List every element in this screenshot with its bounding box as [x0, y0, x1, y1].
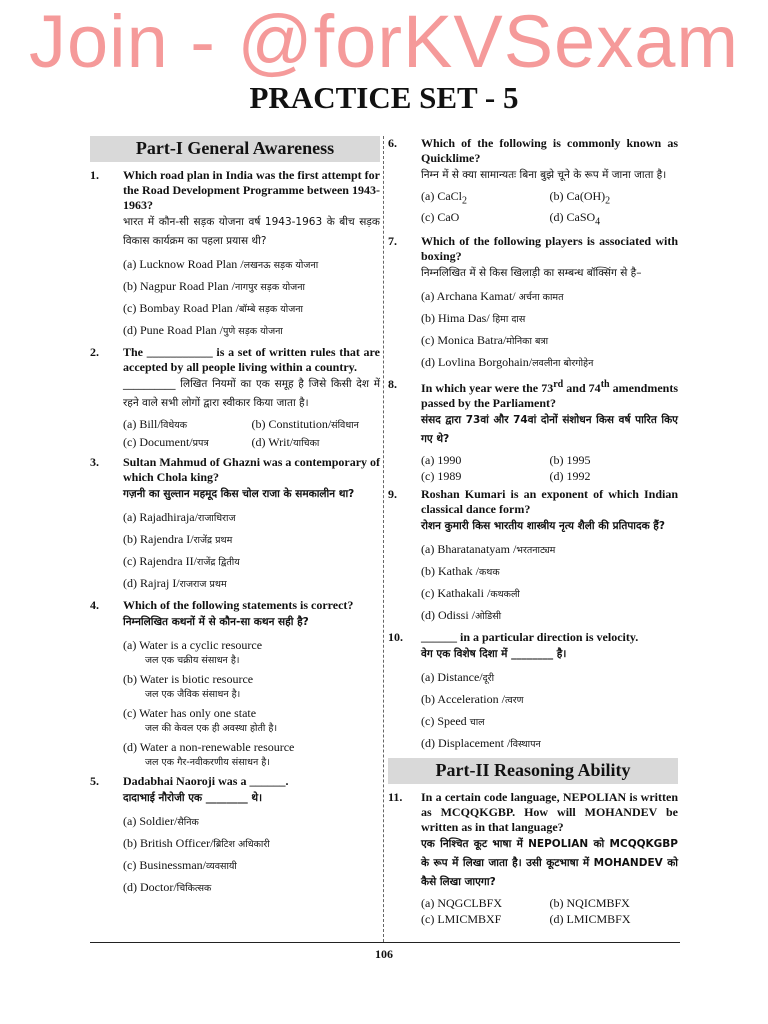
option-label-hi: सैनिक [177, 817, 199, 828]
question-text-en: Sultan Mahmud of Ghazni was a contemporary of which Chola king? [123, 455, 381, 484]
question-text-en: Which of the following statements is correct? [123, 598, 354, 612]
option-label-hi: लवलीना बोरगोहेन [532, 357, 594, 369]
question-text-hi: __________ लिखित नियमों का एक समूह है जिसे किसी देश में रहने वाले सभी लोगों द्वारा स्वीकार किया जाता है। [123, 378, 380, 409]
option-label-hi: त्वरण [504, 694, 524, 706]
option-a [421, 667, 678, 689]
option-label: (b) British Officer/ [123, 836, 214, 850]
option-a [421, 539, 678, 561]
options-grid [123, 416, 380, 452]
part1-header: Part-I General Awareness [90, 136, 380, 162]
option-label: (a) CaCl [421, 189, 462, 203]
question-9 [388, 487, 678, 627]
option-label: (a) Distance/ [421, 669, 483, 684]
option-c [123, 298, 380, 320]
option-c [421, 583, 678, 605]
question-text-en: ______ in a particular direction is velocity. [421, 629, 639, 644]
question-10 [388, 630, 678, 755]
part2-header: Part-II Reasoning Ability [388, 758, 678, 784]
question-text-en: In a certain code language, NEPOLIAN is written as MCQQKGBP. How will MOHANDEV be written as in that language? [421, 789, 678, 834]
question-text-part: and 74 [563, 380, 601, 395]
question-3 [90, 455, 380, 595]
question-text-hi: वेग एक विशेष दिशा में ________ है। [421, 647, 567, 660]
option-label: (d) Displacement / [421, 735, 511, 750]
subscript: 2 [605, 195, 611, 207]
option-a: (a) NQGCLBFX [421, 895, 502, 910]
option-c [421, 330, 678, 352]
option-label: (d) CaSO [549, 210, 596, 225]
option-label: (d) Pune Road Plan / [123, 323, 223, 337]
question-text-hi: एक निश्चित कूट भाषा में NEPOLIAN को MCQQKGBP के रूप में लिखा जाता है। उसी कूटभाषा में MOHANDEV को कैसे लिखा जाएगा? [421, 837, 678, 888]
options-grid [421, 895, 678, 927]
option-label-hi: लखनऊ सड़क योजना [243, 260, 319, 271]
option-b [123, 833, 380, 855]
option-b [252, 416, 381, 434]
option-label: (b) Hima Das/ [421, 310, 493, 325]
options-grid [421, 452, 678, 484]
question-text-hi: संसद द्वारा 73वां और 74वां दोनों संशोधन किस वर्ष पारित किए गए थे? [421, 413, 678, 445]
question-text-hi: निम्नलिखित में से किस खिलाड़ी का सम्बन्ध बॉक्सिंग से है– [421, 266, 642, 279]
option-b [123, 276, 380, 298]
option-label: (d) Lovlina Borgohain/ [421, 354, 533, 369]
option-label-hi: राजाधिराज [197, 513, 236, 524]
option-label: (b) Ca(OH) [549, 189, 606, 203]
option-label: (d) Odissi / [421, 607, 475, 622]
option-label-hi: विधेयक [160, 420, 188, 431]
option-label-hi: चाल [469, 716, 485, 728]
option-label: (b) Kathak / [421, 563, 479, 578]
option-label-hi: पुणे सड़क योजना [223, 326, 283, 337]
option-b: (b) 1995 [549, 452, 591, 467]
question-number: 1. [90, 168, 99, 182]
question-text-en: Which of the following players is associated with boxing? [421, 233, 678, 263]
question-number: 2. [90, 345, 99, 359]
option-c-hi: जल की केवल एक ही अवस्था होती है। [145, 723, 278, 734]
option-b [421, 561, 678, 583]
option-label-hi: बॉम्बे सड़क योजना [238, 304, 303, 315]
question-number: 4. [90, 598, 99, 612]
option-label: (a) Water is a cyclic resource [123, 638, 263, 652]
option-label-hi: ब्रिटिश अधिकारी [213, 839, 270, 850]
option-c [123, 551, 380, 573]
option-label: (c) Kathakali / [421, 585, 491, 600]
question-number: 8. [388, 376, 397, 391]
option-label: (a) Soldier/ [123, 814, 178, 828]
question-text-hi: भारत में कौन-सी सड़क योजना वर्ष 1943-1963 के बीच सड़क विकास कार्यक्रम का पहला प्रयास थी? [123, 216, 380, 247]
option-label-hi: नागपुर सड़क योजना [234, 282, 305, 293]
question-text-en: Which of the following is commonly known as Quicklime? [421, 136, 678, 165]
option-label-hi: कथकली [490, 588, 520, 600]
option-c [123, 434, 252, 452]
question-text-hi: निम्नलिखित कथनों में से कौन-सा कथन सही है? [123, 616, 309, 628]
question-number: 11. [388, 789, 403, 804]
option-label: (a) Archana Kamat/ [421, 288, 519, 303]
option-label-hi: मोनिका बत्रा [506, 335, 549, 347]
column-divider [383, 136, 385, 942]
option-label: (b) Water is biotic resource [123, 672, 254, 686]
option-label: (d) Water a non-renewable resource [123, 740, 295, 754]
option-label-hi: याचिका [293, 438, 320, 449]
question-text-en: Dadabhai Naoroji was a ______. [123, 774, 289, 788]
option-label: (d) Rajraj I/ [123, 576, 180, 590]
option-c: (c) 1989 [421, 468, 462, 483]
question-text-en: Roshan Kumari is an exponent of which Indian classical dance form? [421, 486, 678, 516]
question-text-part: amendments passed by the Parliament? [421, 380, 678, 410]
option-d [252, 434, 381, 452]
question-text-en [421, 377, 678, 411]
option-c [421, 711, 678, 733]
option-label: (c) Rajendra II/ [123, 554, 197, 568]
option-c [123, 855, 380, 877]
option-b-hi: जल एक जैविक संसाधन है। [145, 689, 241, 700]
option-d [123, 877, 380, 899]
subscript: 4 [595, 216, 601, 228]
option-label-hi: संविधान [331, 420, 359, 431]
option-label: (c) CaO [421, 210, 460, 225]
left-column [90, 136, 380, 902]
option-label-hi: ओडिसी [475, 610, 502, 622]
option-b [421, 308, 678, 330]
question-text-hi: रोशन कुमारी किस भारतीय शास्त्रीय नृत्य शैली की प्रतिपादक हैं? [421, 519, 665, 532]
option-label-hi: हिमा दास [492, 313, 526, 325]
option-label-hi: राजराज प्रथम [179, 579, 227, 590]
question-4 [90, 598, 380, 771]
question-8 [388, 377, 678, 484]
option-label: (c) Businessman/ [123, 858, 206, 872]
option-label: (d) Writ/ [251, 435, 294, 449]
option-label: (a) Bharatanatyam / [421, 541, 517, 556]
question-5 [90, 774, 380, 899]
option-label-hi: राजेंद्र प्रथम [193, 535, 233, 546]
option-a [123, 254, 380, 276]
option-label: (b) Acceleration / [421, 691, 505, 706]
question-text-en: Which road plan in India was the first attempt for the Road Development Programme between 1943-1963? [123, 168, 380, 212]
option-a [123, 811, 380, 833]
watermark: Join - @forKVSexam [28, 0, 739, 83]
option-d: (d) LMICMBFX [549, 911, 631, 926]
question-text-hi: निम्न में से क्या सामान्यतः बिना बुझे चूने के रूप में जाना जाता है। [421, 169, 667, 181]
option-label-hi: विस्थापन [510, 738, 541, 750]
option-label-hi: दूरी [482, 672, 495, 684]
option-b [123, 529, 380, 551]
superscript: th [600, 378, 610, 390]
option-label: (a) Rajadhiraja/ [123, 510, 198, 524]
option-label: (a) Bill/ [123, 417, 161, 431]
question-text-en: The ___________ is a set of written rules that are accepted by all people living within a country. [123, 345, 380, 374]
option-label: (c) Monica Batra/ [421, 332, 507, 347]
option-a-hi: जल एक चक्रीय संसाधन है। [145, 655, 240, 666]
option-d [421, 733, 678, 755]
option-a [123, 416, 252, 434]
option-d [123, 320, 380, 342]
question-7 [388, 234, 678, 374]
superscript: rd [553, 378, 564, 390]
option-label-hi: कथक [478, 566, 500, 578]
option-d [421, 352, 678, 374]
question-number: 5. [90, 774, 99, 788]
option-a: (a) 1990 [421, 452, 462, 467]
footer-rule [90, 942, 680, 943]
question-number: 3. [90, 455, 99, 469]
option-label: (d) Doctor/ [123, 880, 177, 894]
question-number: 6. [388, 136, 397, 150]
question-number: 7. [388, 233, 397, 248]
option-b [421, 689, 678, 711]
question-text-part: In which year were the 73 [421, 380, 554, 395]
option-label: (b) Nagpur Road Plan / [123, 279, 235, 293]
right-column [388, 136, 678, 930]
option-label: (b) Rajendra I/ [123, 532, 194, 546]
option-label-hi: व्यवसायी [206, 861, 237, 872]
option-label: (c) Speed [421, 713, 470, 728]
option-label-hi: प्रपत्र [192, 438, 209, 449]
subscript: 2 [462, 195, 467, 207]
option-d-hi: जल एक गैर-नवीकरणीय संसाधन है। [145, 757, 270, 768]
option-d: (d) 1992 [549, 468, 591, 483]
option-a [123, 507, 380, 529]
question-6 [388, 136, 678, 231]
option-label: (a) Lucknow Road Plan / [123, 257, 244, 271]
option-label: (c) Water has only one state [123, 706, 257, 720]
options-grid [421, 188, 678, 231]
option-label-hi: राजेंद्र द्वितीय [196, 557, 240, 568]
question-1 [90, 168, 380, 342]
option-label: (c) Document/ [123, 435, 193, 449]
question-text-hi: दादाभाई नौरोजी एक ________ थे। [123, 792, 263, 804]
question-text-hi: गज़नी का सुल्तान महमूद किस चोल राजा के समकालीन था? [123, 488, 355, 500]
option-a [421, 188, 550, 209]
option-a [421, 286, 678, 308]
question-number: 9. [388, 486, 397, 501]
option-label: (b) Constitution/ [251, 417, 332, 431]
question-2 [90, 345, 380, 452]
option-d [421, 605, 678, 627]
option-d [123, 573, 380, 595]
option-label: (c) Bombay Road Plan / [123, 301, 239, 315]
question-number: 10. [388, 629, 403, 644]
option-label-hi: चिकित्सक [176, 883, 212, 894]
page-number: 106 [375, 947, 393, 961]
option-b: (b) NQICMBFX [549, 895, 630, 910]
option-c [421, 209, 550, 230]
option-c: (c) LMICMBXF [421, 911, 502, 926]
option-b [550, 188, 679, 209]
question-11 [388, 790, 678, 927]
option-label-hi: भरतनाट्यम [516, 544, 556, 556]
option-label-hi: अर्चना कामत [518, 291, 564, 303]
page-title: PRACTICE SET - 5 [249, 80, 519, 115]
option-d [550, 209, 679, 230]
